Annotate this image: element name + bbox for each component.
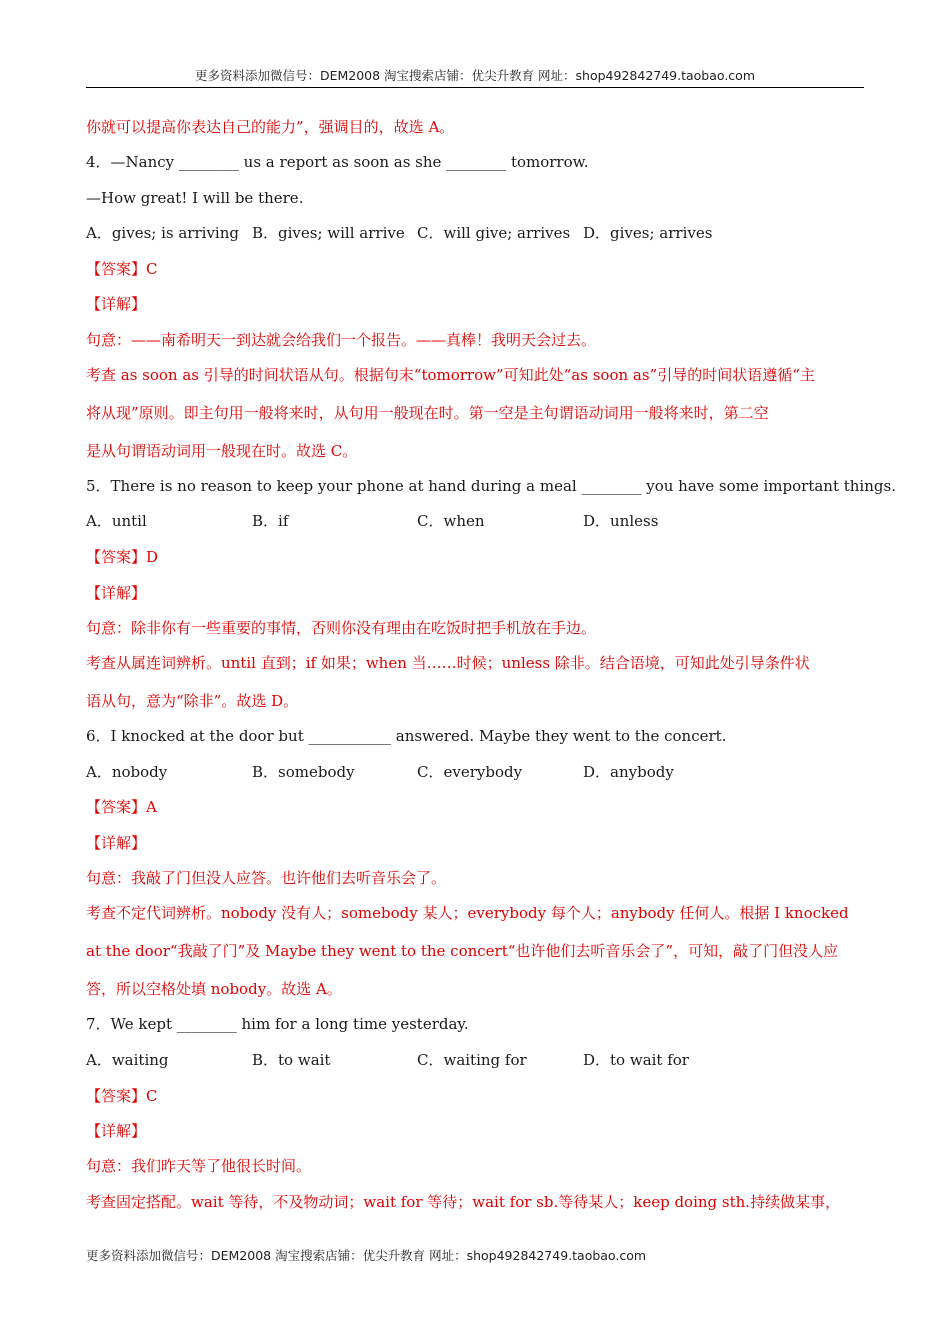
q4-option-c: C．will give; arrives	[417, 224, 571, 242]
q5-option-a: A．until	[86, 512, 147, 530]
q4-detail-heading: 【详解】	[86, 295, 147, 313]
q7-option-b: B．to wait	[252, 1051, 331, 1069]
carryover-explanation: 你就可以提高你表达自己的能力”，强调目的，故选 A。	[86, 118, 455, 136]
q7-detail-heading: 【详解】	[86, 1122, 147, 1140]
page-footer: 更多资料添加微信号：DEM2008 淘宝搜索店铺：优尖升教育 网址：shop492842749.taobao.com	[86, 1248, 647, 1263]
q4-explanation-2: 考查 as soon as 引导的时间状语从句。根据句末“tomorrow”可知此处“as soon as”引导的时间状语遵循“主	[86, 366, 815, 384]
q4-option-b: B．gives; will arrive	[252, 224, 405, 242]
q6-option-b: B．somebody	[252, 763, 355, 781]
q5-explanation-2: 考查从属连词辨析。until 直到；if 如果；when 当……时候；unless 除非。结合语境，可知此处引导条件状	[86, 654, 810, 672]
q6-detail-heading: 【详解】	[86, 834, 147, 852]
q7-option-d: D．to wait for	[583, 1051, 689, 1069]
q4-options	[86, 223, 866, 243]
q7-explanation-2: 考查固定搭配。wait 等待，不及物动词；wait for 等待；wait for sb.等待某人；keep doing sth.持续做某事，	[86, 1193, 841, 1211]
q4-explanation-4: 是从句谓语动词用一般现在时。故选 C。	[86, 442, 358, 460]
q5-answer: 【答案】D	[86, 548, 159, 566]
q7-option-a: A．waiting	[86, 1051, 169, 1069]
q5-stem: 5．There is no reason to keep your phone at hand during a meal ________ you have some important things.	[86, 477, 896, 495]
q5-detail-heading: 【详解】	[86, 584, 147, 602]
q7-options	[86, 1050, 866, 1070]
q4-option-a: A．gives; is arriving	[86, 224, 239, 242]
q4-option-d: D．gives; arrives	[583, 224, 713, 242]
q5-option-d: D．unless	[583, 512, 659, 530]
q7-stem: 7．We kept ________ him for a long time yesterday.	[86, 1015, 469, 1033]
q6-explanation-3: at the door“我敲了门”及 Maybe they went to the concert“也许他们去听音乐会了”，可知，敲了门但没人应	[86, 942, 839, 960]
q6-explanation-1: 句意：我敲了门但没人应答。也许他们去听音乐会了。	[86, 869, 447, 887]
q4-answer: 【答案】C	[86, 260, 158, 278]
q6-explanation-2: 考查不定代词辨析。nobody 没有人；somebody 某人；everybody 每个人；anybody 任何人。根据 I knocked	[86, 904, 849, 922]
q5-option-b: B．if	[252, 512, 289, 530]
q4-explanation-3: 将从现”原则。即主句用一般将来时，从句用一般现在时。第一空是主句谓语动词用一般将来时，第二空	[86, 404, 769, 422]
q6-option-d: D．anybody	[583, 763, 674, 781]
header-divider	[86, 87, 864, 88]
q4-explanation-1: 句意：——南希明天一到达就会给我们一个报告。——真棒！我明天会过去。	[86, 331, 597, 349]
q6-option-a: A．nobody	[86, 763, 168, 781]
q5-options	[86, 511, 866, 531]
q5-option-c: C．when	[417, 512, 485, 530]
page-header: 更多资料添加微信号：DEM2008 淘宝搜索店铺：优尖升教育 网址：shop492842749.taobao.com	[194, 68, 756, 83]
q7-answer: 【答案】C	[86, 1087, 158, 1105]
q6-options	[86, 762, 866, 782]
q4-stem-reply: —How great! I will be there.	[86, 189, 304, 207]
q5-explanation-3: 语从句，意为“除非”。故选 D。	[86, 692, 299, 710]
q6-option-c: C．everybody	[417, 763, 523, 781]
q5-explanation-1: 句意：除非你有一些重要的事情，否则你没有理由在吃饭时把手机放在手边。	[86, 619, 597, 637]
q7-explanation-1: 句意：我们昨天等了他很长时间。	[86, 1157, 312, 1175]
q6-explanation-4: 答，所以空格处填 nobody。故选 A。	[86, 980, 342, 998]
q6-answer: 【答案】A	[86, 798, 157, 816]
q6-stem: 6．I knocked at the door but ___________ answered. Maybe they went to the concert.	[86, 727, 727, 745]
q4-stem: 4．—Nancy ________ us a report as soon as she ________ tomorrow.	[86, 153, 589, 171]
q7-option-c: C．waiting for	[417, 1051, 527, 1069]
